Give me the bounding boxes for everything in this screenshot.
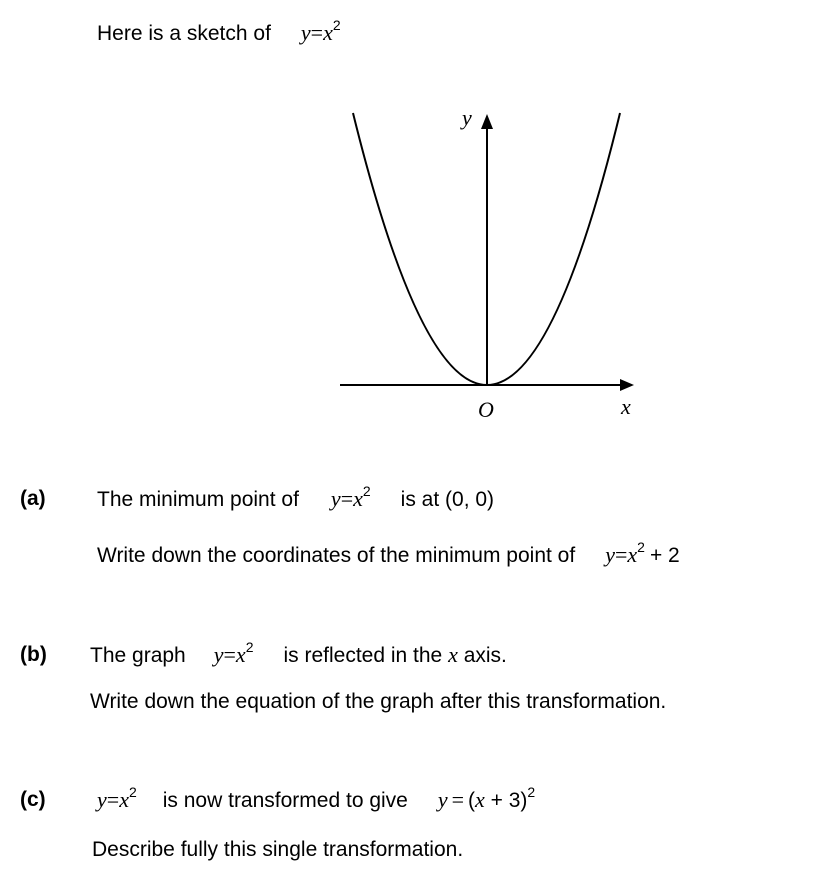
part-c-equation2: $y = (x + 3)^2$ bbox=[437, 784, 536, 812]
part-b-equation1: $y=x^2$ bbox=[213, 639, 254, 667]
part-c-line1: $y=x^2$ is now transformed to give $y = (x + 3)^2$ bbox=[97, 784, 536, 812]
part-b-label: (b) bbox=[20, 643, 47, 666]
part-a-line2: Write down the coordinates of the minimum point of $y=x^2 + 2$ bbox=[97, 539, 680, 567]
x-axis-arrowhead bbox=[620, 379, 634, 391]
part-b-line2: Write down the equation of the graph after this transformation. bbox=[90, 690, 667, 713]
part-a-label: (a) bbox=[20, 487, 46, 510]
part-a-equation1: $y=x^2$ bbox=[330, 483, 371, 511]
part-b-line1: The graph $y=x^2$ is reflected in the x axis. bbox=[90, 639, 507, 667]
part-a-line1: The minimum point of $y=x^2$ is at (0, 0) bbox=[97, 483, 495, 511]
part-c-equation1: $y=x^2$ bbox=[97, 784, 137, 812]
intro-text: Here is a sketch of bbox=[97, 22, 271, 45]
origin-label: O bbox=[478, 397, 494, 422]
part-c-label: (c) bbox=[20, 788, 46, 811]
part-a-equation2: $y=x^2 + 2$ bbox=[605, 539, 680, 567]
intro-equation: $y=x^2$ bbox=[300, 17, 341, 45]
y-axis-label: y bbox=[462, 105, 472, 130]
y-axis-arrowhead bbox=[481, 114, 493, 129]
part-c-line2: Describe fully this single transformation. bbox=[92, 838, 464, 861]
x-axis-label: x bbox=[621, 394, 631, 419]
